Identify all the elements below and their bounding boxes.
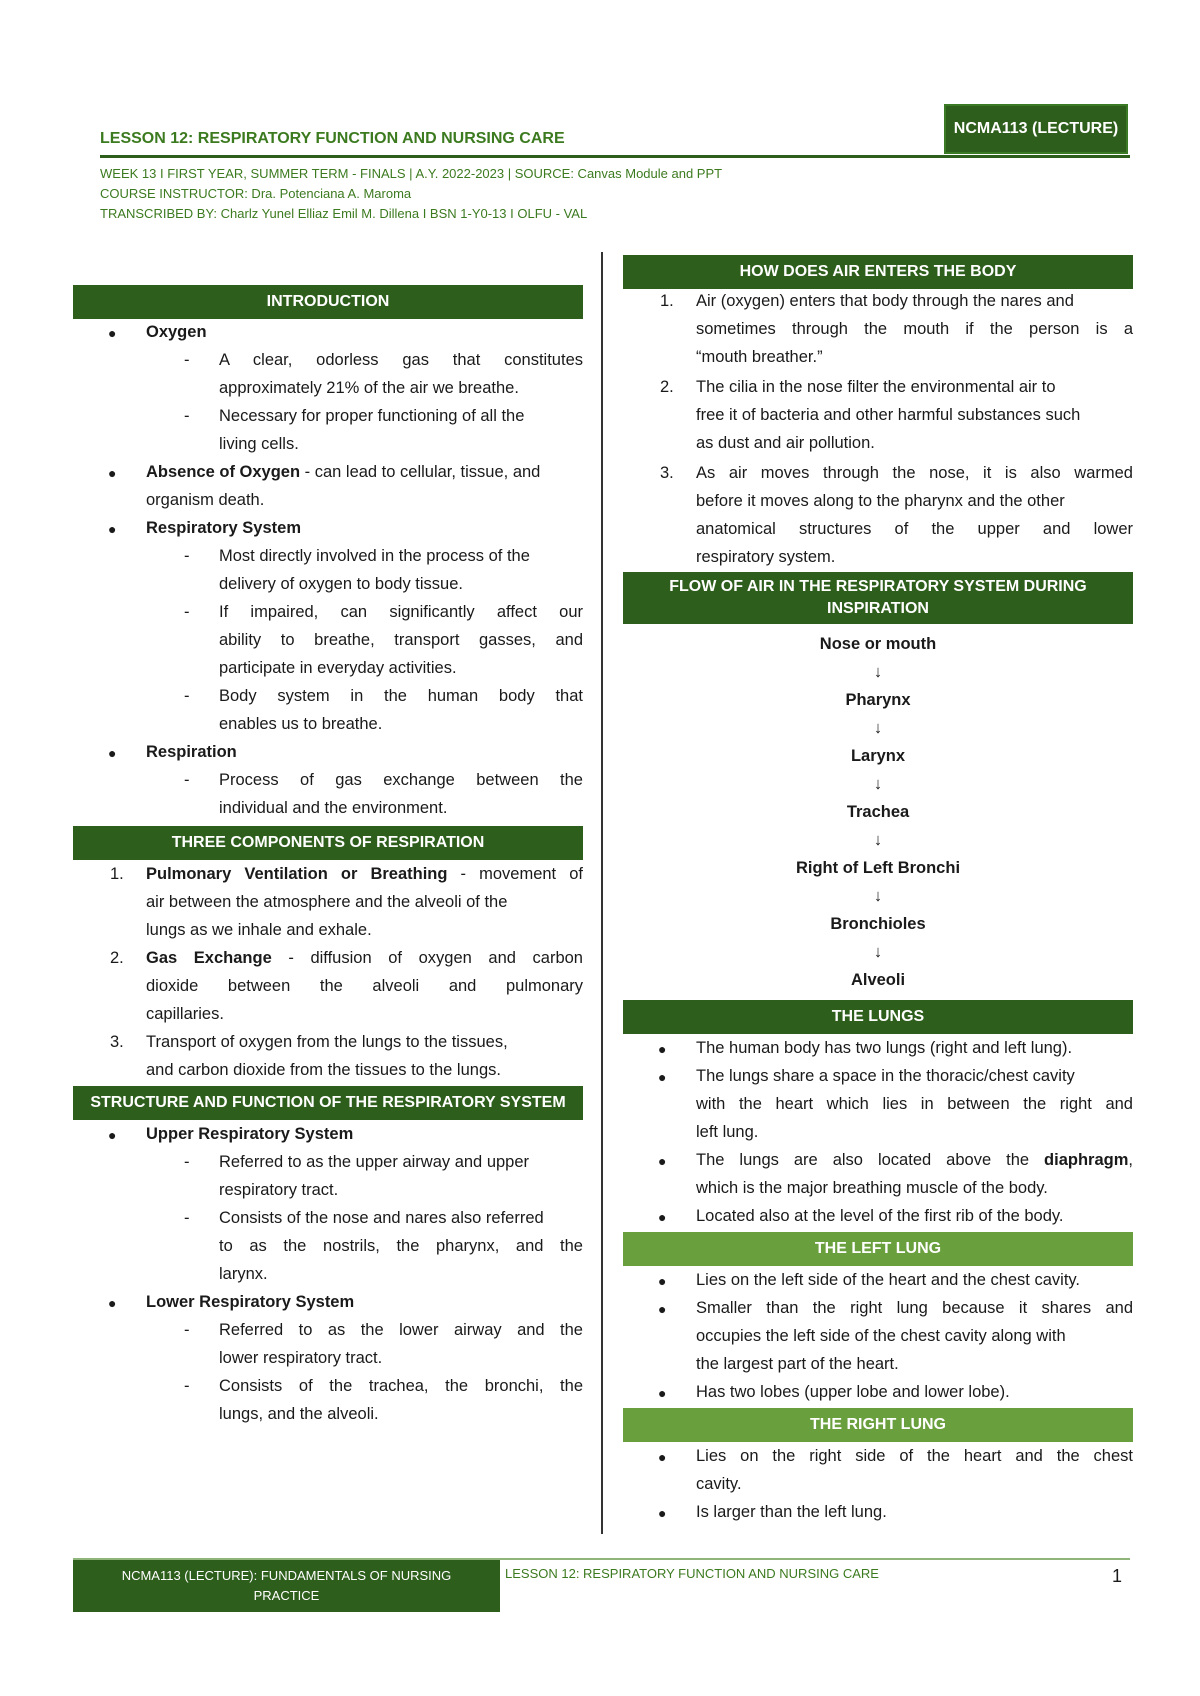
intro-rs-desc-1: Most directly involved in the process of the delivery of oxygen to body tissue.: [219, 547, 530, 593]
right-lung-bullet-2: Is larger than the left lung.: [696, 1503, 887, 1521]
dash-icon: -: [184, 771, 190, 789]
left-lung-bullet-3: Has two lobes (upper lobe and lower lobe).: [696, 1383, 1010, 1401]
lungs-bullet-3: The lungs are also located above the diaphragm, which is the major breathing muscle of the body.: [696, 1151, 1133, 1197]
meta-line-instructor: COURSE INSTRUCTOR: Dra. Potenciana A. Maroma: [100, 186, 412, 201]
meta-line-week: WEEK 13 I FIRST YEAR, SUMMER TERM - FINALS | A.Y. 2022-2023 | SOURCE: Canvas Module and PPT: [100, 166, 723, 181]
down-arrow-icon: ↓: [873, 943, 883, 961]
flow-step: Trachea: [846, 803, 910, 821]
flow-step: Bronchioles: [830, 915, 926, 933]
airflow-sequence: [623, 630, 1133, 994]
dash-icon: -: [184, 1153, 190, 1171]
lungs-bullet-4: Located also at the level of the first rib of the body.: [696, 1207, 1064, 1225]
dash-icon: -: [184, 687, 190, 705]
list-number: 1.: [660, 292, 674, 310]
left-lung-heading: THE LEFT LUNG: [623, 1232, 1133, 1266]
dash-icon: -: [184, 603, 190, 621]
intro-oxygen-desc-2: Necessary for proper functioning of all the living cells.: [219, 407, 525, 453]
component-item-3: Transport of oxygen from the lungs to the tissues, and carbon dioxide from the tissues to the lungs.: [146, 1033, 508, 1079]
intro-resp-desc-1: Process of gas exchange between the individual and the environment.: [219, 771, 583, 817]
intro-resp-system-title: Respiratory System: [146, 519, 301, 537]
list-number: 2.: [110, 949, 124, 967]
dash-icon: -: [184, 351, 190, 369]
bullet-icon: ●: [658, 1209, 667, 1225]
down-arrow-icon: ↓: [873, 719, 883, 737]
intro-respiration-title: Respiration: [146, 743, 237, 761]
intro-rs-desc-3: Body system in the human body that enables us to breathe.: [219, 687, 583, 733]
bullet-icon: ●: [108, 1127, 117, 1143]
bullet-icon: ●: [108, 521, 117, 537]
page-number: 1: [1112, 1566, 1123, 1586]
air-enters-item-2: The cilia in the nose filter the environmental air to free it of bacteria and other harmful substances such as dust and air pollution.: [696, 378, 1081, 452]
dash-icon: -: [184, 1321, 190, 1339]
dash-icon: -: [184, 407, 190, 425]
down-arrow-icon: ↓: [873, 775, 883, 793]
footer-lesson-label: LESSON 12: RESPIRATORY FUNCTION AND NURSING CARE: [505, 1566, 879, 1581]
structure-lower-desc-2: Consists of the trachea, the bronchi, the lungs, and the alveoli.: [219, 1377, 583, 1423]
down-arrow-icon: ↓: [873, 887, 883, 905]
bullet-icon: ●: [658, 1041, 667, 1057]
structure-upper-desc-2: Consists of the nose and nares also referred to as the nostrils, the pharynx, and the larynx.: [219, 1209, 583, 1283]
bullet-icon: ●: [658, 1385, 667, 1401]
down-arrow-icon: ↓: [873, 831, 883, 849]
list-number: 2.: [660, 378, 674, 396]
dash-icon: -: [184, 1377, 190, 1395]
bullet-icon: ●: [658, 1069, 667, 1085]
flow-step: Larynx: [850, 747, 906, 765]
structure-heading: STRUCTURE AND FUNCTION OF THE RESPIRATORY SYSTEM: [73, 1086, 583, 1120]
left-lung-bullet-1: Lies on the left side of the heart and the chest cavity.: [696, 1271, 1081, 1289]
column-divider: [601, 252, 603, 1534]
component-item-1: Pulmonary Ventilation or Breathing - movement of air between the atmosphere and the alveoli of the lungs as we inhale and exhale.: [146, 865, 583, 939]
air-enters-heading: HOW DOES AIR ENTERS THE BODY: [623, 255, 1133, 289]
list-number: 3.: [660, 464, 674, 482]
bullet-icon: ●: [658, 1505, 667, 1521]
structure-lower-desc-1: Referred to as the lower airway and the lower respiratory tract.: [219, 1321, 583, 1367]
intro-heading: INTRODUCTION: [73, 285, 583, 319]
intro-oxygen-title: Oxygen: [146, 323, 207, 341]
dash-icon: -: [184, 1209, 190, 1227]
lungs-heading: THE LUNGS: [623, 1000, 1133, 1034]
intro-rs-desc-2: If impaired, can significantly affect our ability to breathe, transport gasses, and participate in everyday activities.: [219, 603, 583, 677]
right-lung-heading: THE RIGHT LUNG: [623, 1408, 1133, 1442]
intro-absence: Absence of Oxygen - can lead to cellular, tissue, and organism death.: [146, 463, 541, 509]
bullet-icon: ●: [108, 1295, 117, 1311]
flow-step: Nose or mouth: [819, 635, 937, 653]
list-number: 3.: [110, 1033, 124, 1051]
flow-step: Alveoli: [850, 971, 906, 989]
list-number: 1.: [110, 865, 124, 883]
flow-heading: FLOW OF AIR IN THE RESPIRATORY SYSTEM DURING INSPIRATION: [623, 572, 1133, 624]
air-enters-item-1: Air (oxygen) enters that body through the nares and sometimes through the mouth if the person is a “mouth breather.”: [696, 292, 1133, 366]
structure-upper-desc-1: Referred to as the upper airway and upper respiratory tract.: [219, 1153, 530, 1199]
bullet-icon: ●: [658, 1301, 667, 1317]
header-meta: [100, 164, 722, 224]
components-heading: THREE COMPONENTS OF RESPIRATION: [73, 826, 583, 860]
footer-course-label: NCMA113 (LECTURE): FUNDAMENTALS OF NURSING PRACTICE: [73, 1560, 500, 1612]
bullet-icon: ●: [658, 1449, 667, 1465]
bullet-icon: ●: [108, 325, 117, 341]
air-enters-item-3: As air moves through the nose, it is also warmed before it moves along to the pharynx and the other anatomical structures of the upper and lower respiratory system.: [696, 464, 1133, 566]
down-arrow-icon: ↓: [873, 663, 883, 681]
dash-icon: -: [184, 547, 190, 565]
structure-lower-title: Lower Respiratory System: [146, 1293, 355, 1311]
lungs-bullet-1: The human body has two lungs (right and left lung).: [696, 1039, 1073, 1057]
bullet-icon: ●: [658, 1273, 667, 1289]
lesson-title: LESSON 12: RESPIRATORY FUNCTION AND NURSING CARE: [100, 130, 565, 147]
course-tag: NCMA113 (LECTURE): [944, 104, 1128, 154]
bullet-icon: ●: [108, 465, 117, 481]
component-item-2: Gas Exchange - diffusion of oxygen and carbon dioxide between the alveoli and pulmonary capillaries.: [146, 949, 583, 1023]
left-lung-bullet-2: Smaller than the right lung because it shares and occupies the left side of the chest cavity along with the largest part of the heart.: [696, 1299, 1133, 1373]
structure-upper-title: Upper Respiratory System: [146, 1125, 354, 1143]
bullet-icon: ●: [108, 745, 117, 761]
bullet-icon: ●: [658, 1153, 667, 1169]
intro-oxygen-desc-1: A clear, odorless gas that constitutes approximately 21% of the air we breathe.: [219, 351, 583, 397]
lungs-bullet-2: The lungs share a space in the thoracic/chest cavity with the heart which lies in between the right and left lung.: [696, 1067, 1133, 1141]
right-lung-bullet-1: Lies on the right side of the heart and the chest cavity.: [696, 1447, 1133, 1493]
flow-step: Right of Left Bronchi: [795, 859, 961, 877]
header-rule: [100, 155, 1130, 158]
flow-step: Pharynx: [845, 691, 911, 709]
meta-line-transcriber: TRANSCRIBED BY: Charlz Yunel Elliaz Emil M. Dillena I BSN 1-Y0-13 I OLFU - VAL: [100, 206, 588, 221]
